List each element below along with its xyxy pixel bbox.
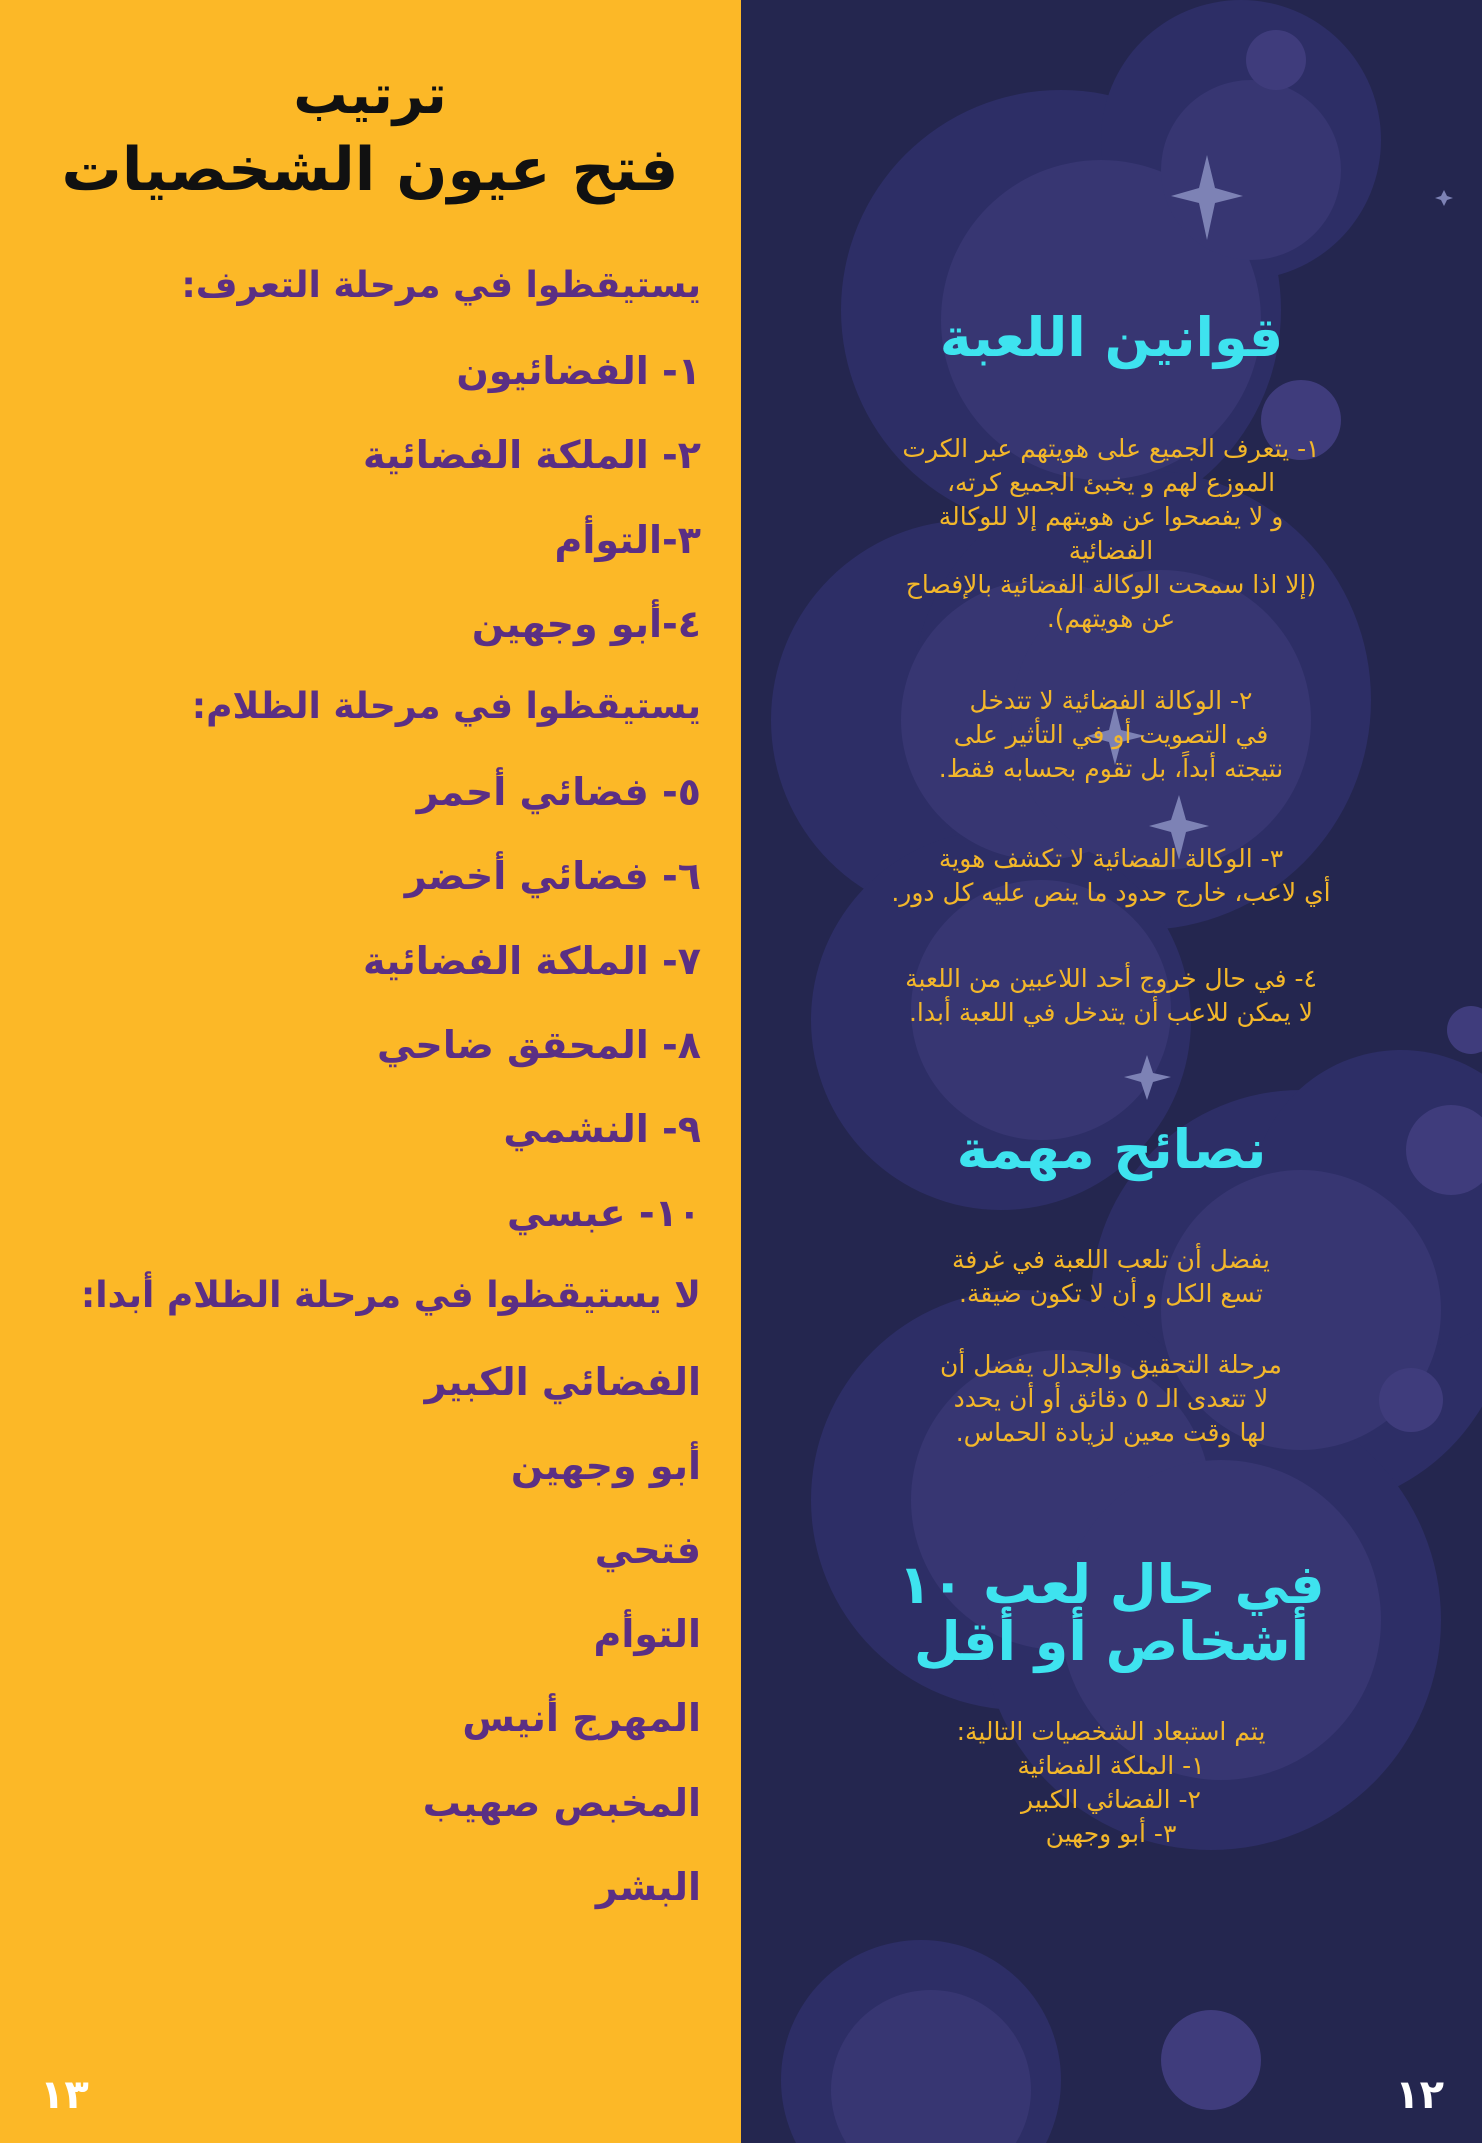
roster-item: البشر: [595, 1865, 701, 1909]
roster-item: ١- الفضائيون: [456, 349, 701, 393]
rule-1: [801, 432, 1421, 636]
rule-2-line: نتيجته أبداً، بل تقوم بحسابه فقط.: [938, 754, 1284, 783]
page-number-left: ١٣: [40, 2072, 89, 2118]
roster-item: ٨- المحقق ضاحي: [376, 1023, 701, 1067]
rule-4-line: لا يمكن للاعب أن يتدخل في اللعبة أبدا.: [908, 998, 1313, 1027]
rule-1-line: ١- يتعرف الجميع على هويتهم عبر الكرت: [902, 434, 1320, 463]
roster-item: فتحي: [594, 1528, 701, 1572]
excluded-characters-line: ١- الملكة الفضائية: [1017, 1751, 1205, 1780]
rule-3-line: ٣- الوكالة الفضائية لا تكشف هوية: [938, 844, 1284, 873]
excluded-characters: [801, 1715, 1421, 1851]
tip-2-line: لها وقت معين لزيادة الحماس.: [955, 1418, 1267, 1447]
roster-section-heading: لا يستيقظوا في مرحلة الظلام أبدا:: [80, 1275, 701, 1316]
tip-1-line: تسع الكل و أن لا تكون ضيقة.: [959, 1279, 1263, 1308]
roster-item: أبو وجهين: [510, 1444, 701, 1488]
roster-section-heading: يستيقظوا في مرحلة التعرف:: [181, 265, 701, 306]
right-page: [741, 0, 1482, 2143]
excluded-characters-line: ٢- الفضائي الكبير: [1021, 1785, 1201, 1814]
roster-item: المهرج أنيس: [462, 1696, 701, 1740]
roster-item: ٣-التوأم: [554, 518, 701, 562]
roster-item: ٦- فضائي أخضر: [404, 854, 701, 898]
roster-item: ٩- النشمي: [503, 1107, 701, 1151]
roster-item: ١٠- عبسي: [507, 1191, 701, 1235]
rule-1-line: الفضائية: [1068, 536, 1154, 565]
rule-2-line: ٢- الوكالة الفضائية لا تتدخل: [969, 686, 1253, 715]
roster-item: التوأم: [593, 1612, 701, 1656]
small-game-title-line-2: أشخاص أو أقل: [913, 1610, 1310, 1673]
rules-title: قوانين اللعبة: [939, 306, 1284, 369]
rule-2-line: في التصويت أو في التأثير على: [953, 720, 1269, 749]
rule-4-line: ٤- في حال خروج أحد اللاعبين من اللعبة: [905, 964, 1317, 993]
page-number-right: ١٢: [1395, 2072, 1444, 2118]
rule-1-line: عن هويتهم).: [1046, 604, 1176, 633]
small-game-title-line-1: في حال لعب ١٠: [898, 1553, 1325, 1616]
roster-item: ٢- الملكة الفضائية: [362, 433, 701, 477]
roster-item: المخبص صهيب: [422, 1781, 701, 1825]
roster-item: ٧- الملكة الفضائية: [362, 939, 701, 983]
excluded-characters-line: يتم استبعاد الشخصيات التالية:: [956, 1717, 1266, 1746]
rule-4: [801, 962, 1421, 1030]
tip-2-line: مرحلة التحقيق والجدال يفضل أن: [940, 1350, 1282, 1379]
rule-3: [801, 842, 1421, 910]
rule-1-line: و لا يفصحوا عن هويتهم إلا للوكالة: [938, 502, 1284, 531]
tips-title: نصائح مهمة: [956, 1118, 1267, 1181]
sparkle-icon: [1435, 190, 1453, 206]
tip-1: [801, 1243, 1421, 1311]
rule-1-line: الموزع لهم و يخبئ الجميع كرته،: [946, 468, 1276, 497]
rule-3-line: أي لاعب، خارج حدود ما ينص عليه كل دور.: [891, 878, 1331, 907]
tip-1-line: يفضل أن تلعب اللعبة في غرفة: [952, 1245, 1270, 1274]
roster-section-heading: يستيقظوا في مرحلة الظلام:: [191, 686, 701, 727]
rule-2: [801, 684, 1421, 786]
page-title-line-1: ترتيب: [293, 63, 447, 126]
page-title-line-2: فتح عيون الشخصيات: [61, 135, 679, 205]
roster-item: ٥- فضائي أحمر: [416, 770, 701, 814]
roster-item: ٤-أبو وجهين: [471, 602, 701, 646]
excluded-characters-line: ٣- أبو وجهين: [1045, 1819, 1177, 1848]
roster-item: الفضائي الكبير: [424, 1360, 701, 1404]
tip-2-line: لا تتعدى الـ ٥ دقائق أو أن يحدد: [953, 1384, 1269, 1413]
tip-2: [801, 1348, 1421, 1450]
rule-1-line: (إلا اذا سمحت الوكالة الفضائية بالإفصاح: [905, 570, 1317, 599]
